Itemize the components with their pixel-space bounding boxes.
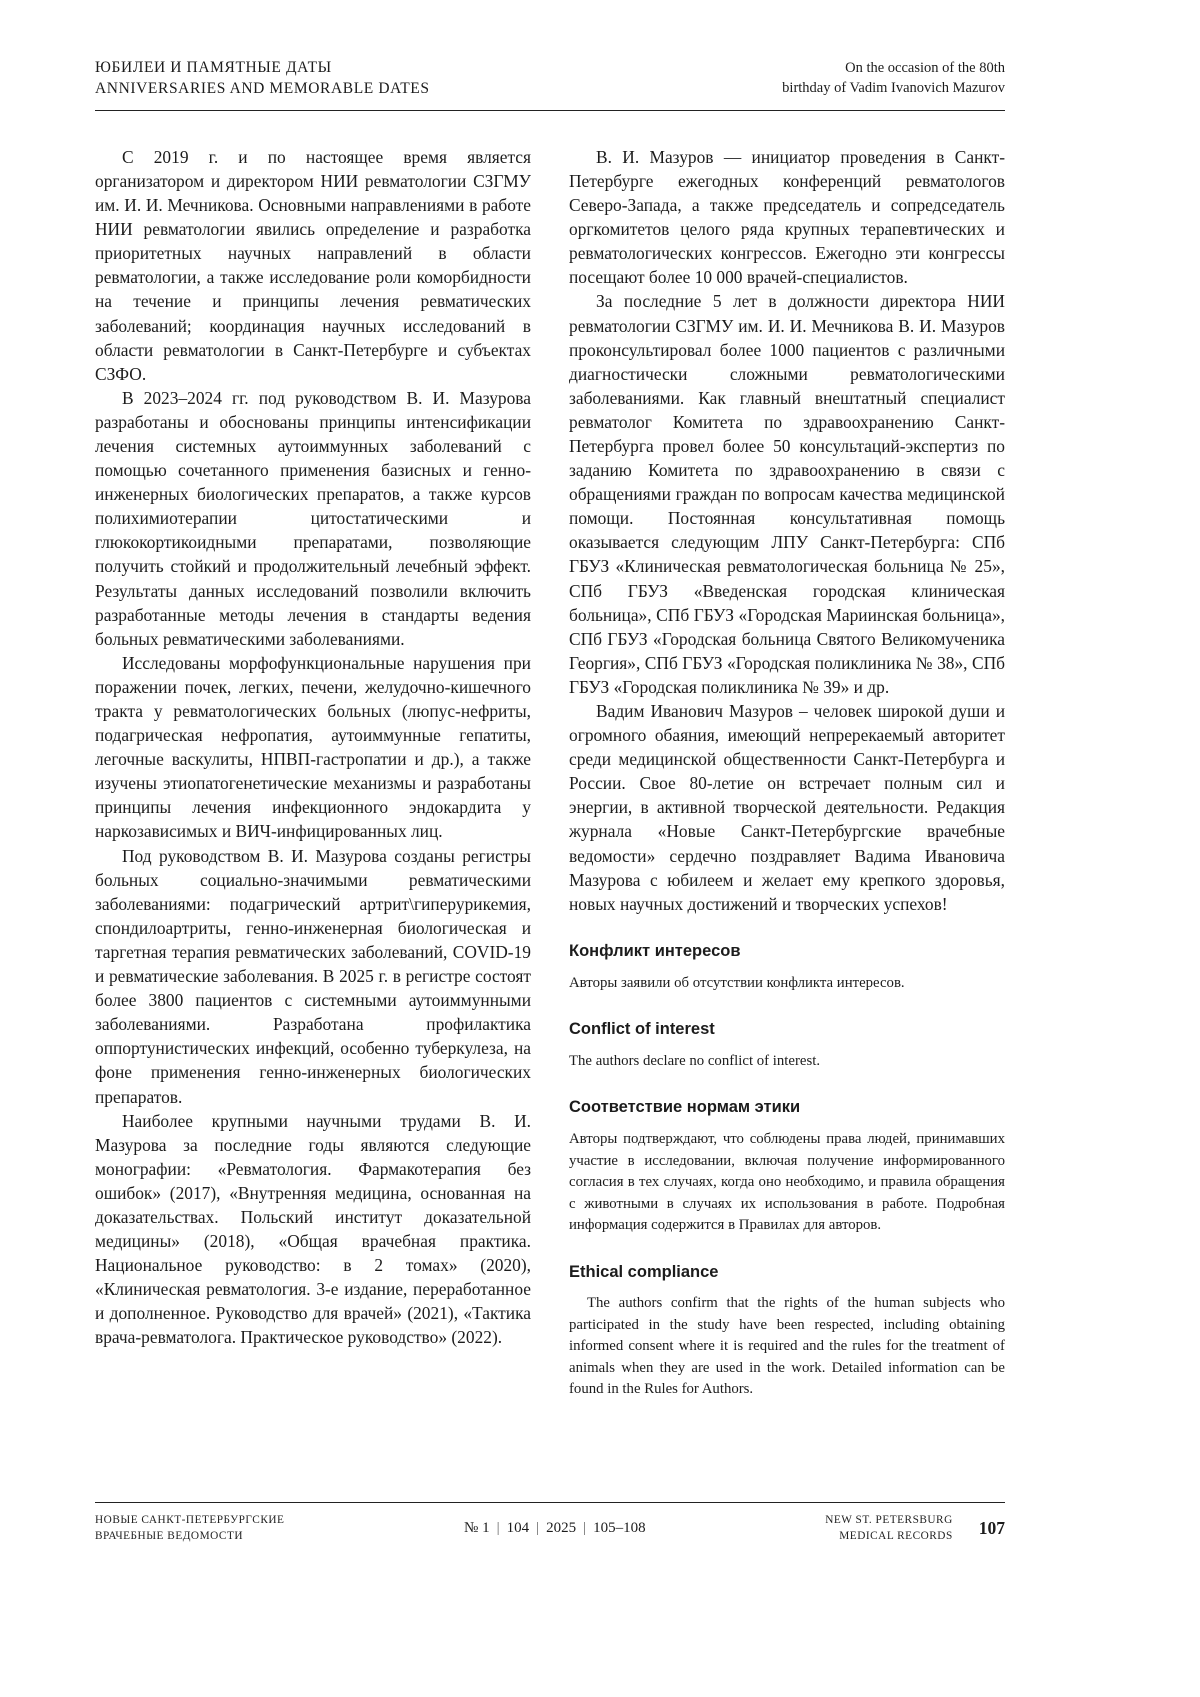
paragraph: За последние 5 лет в должности директора НИИ ревматологии СЗГМУ им. И. И. Мечникова В. И. Мазуров проконсультировал более 1000 пациентов с различными диагностически сложными ревматологическими заболеваниями. Как главный внештатный специалист ревматолог Комитета по здравоохранению Санкт-Петербурга провел более 50 консультаций-экспертиз по заданию Комитета по здравоохранению в связи с обращениями граждан по вопросам качества медицинской помощи. Постоянная консультативная помощь оказывается следующим ЛПУ Санкт-Петербурга: СПб ГБУЗ «Клиническая ревматологическая больница № 25», СПб ГБУЗ «Введенская городская клиническая больница», СПб ГБУЗ «Городская Мариинская больница», СПб ГБУЗ «Городская больница Святого Великомученика Георгия», СПб ГБУЗ «Городская поликлиника № 38», СПб ГБУЗ «Городская поликлиника № 39» и др. (569, 291, 1005, 697)
rubric-title-ru: ЮБИЛЕИ И ПАМЯТНЫЕ ДАТЫ (95, 59, 332, 76)
journal-name-ru (95, 1512, 284, 1545)
separator-bar: | (583, 1519, 587, 1536)
section-conflict-ru (569, 940, 1005, 994)
journal-name-en-line2: MEDICAL RECORDS (839, 1530, 953, 1543)
section-ethics-en (569, 1261, 1005, 1401)
footer-right-group (825, 1512, 1005, 1545)
rubric-block (95, 58, 430, 100)
volume-number: 104 (506, 1519, 530, 1536)
page-footer (95, 1502, 1005, 1545)
paragraph: Наиболее крупными научными трудами В. И. Мазурова за последние годы являются следующие монографии: «Ревматология. Фармакотерапия без ошибок» (2017), «Внутренняя медицина, основанная на доказательствах. Польский институт доказательной медицины» (2018), «Общая врачебная практика. Национальное руководство: в 2 томах» (2020), «Клиническая ревматология. 3-е издание, переработанное и дополненное. Руководство для врачей» (2021), «Тактика врача-ревматолога. Практическое руководство» (2022). (95, 1110, 531, 1348)
section-heading: Соответствие нормам этики (569, 1098, 801, 1117)
article-reference (782, 58, 1005, 99)
section-heading: Conflict of interest (569, 1020, 715, 1039)
year: 2025 (546, 1519, 577, 1536)
rubric-title-en: ANNIVERSARIES AND MEMORABLE DATES (95, 79, 430, 97)
section-body: Авторы заявили об отсутствии конфликта интересов. (569, 974, 905, 991)
paragraph: В. И. Мазуров — инициатор проведения в Санкт-Петербурге ежегодных конференций ревматологов Северо-Запада, а также председатель и сопредседатель оргкомитетов целого ряда крупных терапевтических и ревматологических конгрессов. Ежегодно эти конгрессы посещают более 10 000 врачей-специалистов. (569, 146, 1005, 288)
page-header (95, 58, 1005, 100)
page-number: 107 (978, 1517, 1005, 1538)
section-body: Авторы подтверждают, что соблюдены права людей, принимавших участие в исследовании, включая получение информированного согласия в тех случаях, когда оно необходимо, и правила обращения с животными в случаях их использования в работе. Подробная информация содержится в Правилах для авторов. (569, 1131, 1005, 1234)
journal-name-ru-line2: ВРАЧЕБНЫЕ ВЕДОМОСТИ (95, 1530, 244, 1543)
journal-name-en (825, 1512, 953, 1545)
issue-number: № 1 (464, 1519, 490, 1536)
section-body: The authors declare no conflict of interest. (569, 1052, 821, 1069)
paragraph: В 2023–2024 гг. под руководством В. И. Мазурова разработаны и обоснованы принципы интенсификации лечения системных аутоиммунных заболеваний с помощью сочетанного применения базисных и генно-инженерных биологических препаратов, а также курсов полихимиотерапии цитостатическими и глюкокортикоидными препаратами, позволяющие получить стойкий и продолжительный лечебный эффект. Результаты данных исследований позволили включить разработанные методы лечения в стандарты ведения больных ревматическими заболеваниями. (95, 387, 531, 649)
left-column (95, 145, 531, 1401)
right-column (569, 145, 1005, 1401)
section-body: The authors confirm that the rights of the human subjects who participated in the study have been respected, including obtaining informed consent where it is required and the rules for the treatment of animals when they are used in the work. Detailed information can be found in the Rules for Authors. (569, 1295, 1005, 1398)
section-heading: Конфликт интересов (569, 941, 741, 960)
paragraph: Вадим Иванович Мазуров – человек широкой души и огромного обаяния, имеющий непререкаемый авторитет среди медицинской общественности Санкт-Петербурга и России. Свое 80-летие он встречает полным сил и энергии, в активной творческой деятельности. Редакция журнала «Новые Санкт-Петербургские врачебные ведомости» сердечно поздравляет Вадима Ивановича Мазурова с юбилеем и желает ему крепкого здоровья, новых научных достижений и творческих успехов! (569, 701, 1005, 914)
journal-name-ru-line1: НОВЫЕ САНКТ-ПЕТЕРБУРГСКИЕ (95, 1514, 285, 1526)
header-rule (95, 110, 1005, 111)
separator-bar: | (496, 1519, 500, 1536)
paragraph: Под руководством В. И. Мазурова созданы регистры больных социально-значимыми ревматическими заболеваниями: подагрический артрит\гиперурикемия, спондилоартриты, генно-инженерная биологическая и таргетная терапия ревматических заболеваний, COVID-19 и ревматические заболевания. В 2025 г. в регистре состоят более 3800 пациентов с системными аутоиммунными заболеваниями. Разработана профилактика оппортунистических инфекций, особенно туберкулеза, на фоне применения генно-инженерных биологических препаратов. (95, 845, 531, 1107)
section-conflict-en (569, 1018, 1005, 1072)
article-ref-line1: On the occasion of the 80th (845, 60, 1005, 76)
page-range: 105–108 (593, 1519, 646, 1536)
separator-bar: | (536, 1519, 540, 1536)
article-body (95, 145, 1005, 1401)
paragraph: С 2019 г. и по настоящее время является организатором и директором НИИ ревматологии СЗГМУ им. И. И. Мечникова. Основными направлениями в работе НИИ ревматологии явились определение и разработка приоритетных научных направлений в области ревматологии, а также исследование роли коморбидности на течение и принципы лечения ревматических заболеваний; координация научных исследований в области ревматологии в Санкт-Петербурге и субъектах СЗФО. (95, 146, 531, 384)
article-ref-line2: birthday of Vadim Ivanovich Mazurov (782, 80, 1005, 97)
section-ethics-ru (569, 1096, 1005, 1236)
issue-info (284, 1520, 825, 1537)
paragraph: Исследованы морфофункциональные нарушения при поражении почек, легких, печени, желудочно-кишечного тракта у ревматологических больных (люпус-нефриты, подагрическая нефропатия, аутоиммунные гепатиты, легочные васкулиты, НПВП-гастропатии и др.), а также изучены этиопатогенетические механизмы и разработаны принципы лечения инфекционного эндокардита у наркозависимых и ВИЧ-инфицированных лиц. (95, 652, 531, 842)
journal-name-en-line1: NEW ST. PETERSBURG (825, 1514, 953, 1526)
section-heading: Ethical compliance (569, 1262, 719, 1281)
